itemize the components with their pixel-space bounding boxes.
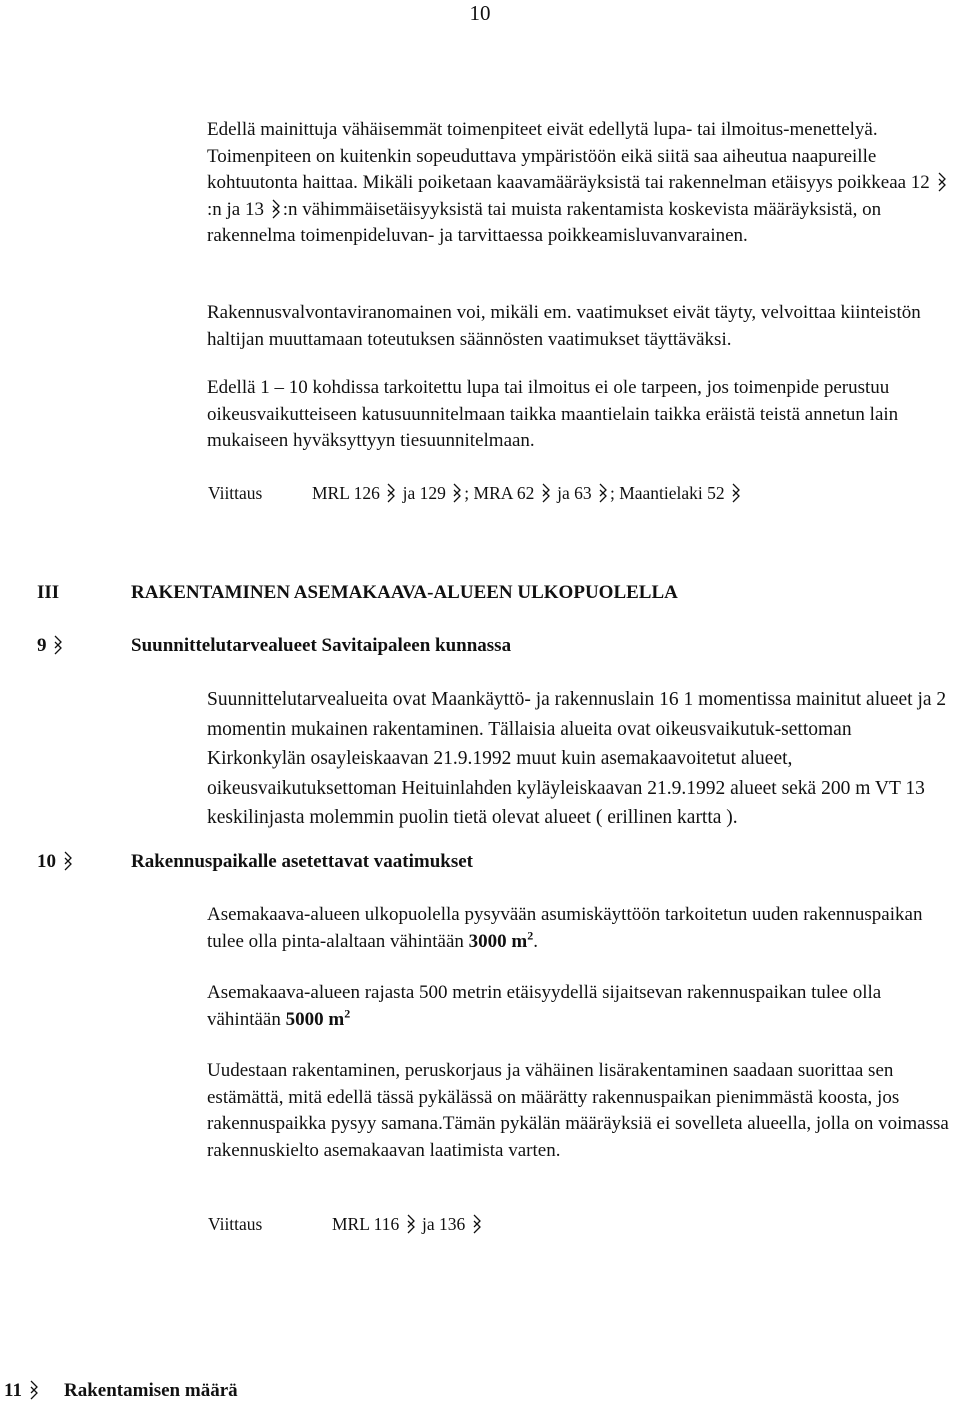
reference-text: ; MRA 62 xyxy=(464,483,535,503)
paragraph-rebuilding: Uudestaan rakentaminen, peruskorjaus ja vähäinen lisärakentaminen saadaan suorittaa sen estämättä, mitä edellä tässä pykälässä on määrätty rakennuspaikan pienimmästä koosta, jos rakennuspaikka pysyy samana.Tämän pykälän määräyksiä ei sovelleta alueella, jolla on voimassa rakennuskielto asemakaavan laatimista varten. xyxy=(207,1060,949,1161)
section-sign-icon xyxy=(729,483,743,503)
chapter-number: III xyxy=(37,582,60,603)
paragraph-authority: Rakennusvalvontaviranomainen voi, mikäli em. vaatimukset eivät täyty, velvoittaa kiinteistön haltijan muuttamaan toteutuksen säännösten vaatimukset täyttäväksi. xyxy=(207,302,921,350)
paragraph-min-area-near xyxy=(207,980,952,1033)
section-sign-icon xyxy=(61,851,75,871)
area-exponent: 2 xyxy=(527,928,534,943)
reference-text: MRL 126 xyxy=(312,483,380,503)
section-sign-icon xyxy=(269,199,283,219)
reference-items xyxy=(332,1213,484,1235)
paragraph-min-area xyxy=(207,902,952,955)
section-number xyxy=(37,850,75,874)
paragraph-text: . xyxy=(533,930,538,952)
area-value: 5000 m xyxy=(285,1008,345,1030)
section-sign-icon xyxy=(384,483,398,503)
section-sign-icon xyxy=(935,172,949,192)
section-sign-icon xyxy=(27,1380,41,1400)
section-sign-icon xyxy=(51,635,65,655)
section-sign-icon xyxy=(470,1214,484,1234)
paragraph-text: Asemakaava-alueen rajasta 500 metrin etäisyydellä sijaitsevan rakennuspaikan tulee olla vähintään xyxy=(207,982,882,1030)
section-number-text: 9 xyxy=(37,635,47,656)
reference-text: MRL 116 xyxy=(332,1214,400,1234)
section-title: Rakentamisen määrä xyxy=(64,1380,238,1401)
section-title: Suunnittelutarvealueet Savitaipaleen kunnassa xyxy=(131,635,512,656)
section-number xyxy=(37,634,65,658)
paragraph-text: :n ja 13 xyxy=(207,198,264,220)
section-number-text: 10 xyxy=(37,851,56,872)
page-number: 10 xyxy=(469,1,491,25)
reference-label: Viittaus xyxy=(208,483,263,503)
paragraph-text: Edellä mainittuja vähäisemmät toimenpiteet eivät edellytä lupa- tai ilmoitus-menettelyä. Toimenpiteen on kuitenkin sopeuduttava ympäristöön eikä siitä saa aiheutua naapureille kohtuutonta haittaa. Mikäli poiketaan kaavamääräyksistä tai rakennelman etäisyys poikkeaa 12 xyxy=(207,119,930,193)
paragraph-text: Asemakaava-alueen ulkopuolella pysyvään asumiskäyttöön tarkoitetun uuden rakennuspaikan tulee olla pinta-alaltaan vähintään xyxy=(207,904,923,952)
section-sign-icon xyxy=(539,483,553,503)
section-sign-icon xyxy=(450,483,464,503)
paragraph-minor-measures xyxy=(207,117,952,250)
reference-text: ja 129 xyxy=(402,483,446,503)
paragraph-exemption: Edellä 1 – 10 kohdissa tarkoitettu lupa tai ilmoitus ei ole tarpeen, jos toimenpide perustuu oikeusvaikutteiseen katusuunnitelmaan taikka maantielain taikka eräistä teistä annetun lain mukaiseen hyväksyttyyn tiesuunnitelmaan. xyxy=(207,377,899,451)
reference-text: ; Maantielaki 52 xyxy=(609,483,725,503)
section-sign-icon xyxy=(596,483,610,503)
section-number-text: 11 xyxy=(4,1380,22,1401)
paragraph-planning-areas: Suunnittelutarvealueita ovat Maankäyttö- ja rakennuslain 16 1 momentissa mainitut alueet ja 2 momentin mukainen rakentaminen. Tällaisia alueita ovat oikeusvaikutuk-settoman Kirkonkylän osayleiskaavan 21.9.1992 muut kuin asemakaavoitetut alueet, oikeusvaikutuksettoman Heituinlahden kyläyleiskaavan 21.9.1992 alueet sekä 200 m VT 13 keskilinjasta molemmin puolin tietä olevat alueet ( erillinen kartta ). xyxy=(207,689,947,828)
paragraph-text: :n vähimmäisetäisyyksistä tai muista rakentamista koskevista määräyksistä, on rakennelma toimenpideluvan- ja tarvittaessa poikkeamisluvanvarainen. xyxy=(207,198,882,246)
reference-line xyxy=(208,1213,262,1235)
reference-label: Viittaus xyxy=(208,1214,263,1234)
chapter-title: RAKENTAMINEN ASEMAKAAVA-ALUEEN ULKOPUOLELLA xyxy=(131,582,678,603)
area-exponent: 2 xyxy=(344,1006,351,1021)
reference-text: ja 136 xyxy=(422,1214,466,1234)
area-value: 3000 m xyxy=(468,930,528,952)
section-sign-icon xyxy=(404,1214,418,1234)
section-number xyxy=(4,1379,41,1403)
reference-text: ja 63 xyxy=(557,483,592,503)
reference-items xyxy=(312,482,743,504)
reference-line xyxy=(208,482,262,504)
section-title: Rakennuspaikalle asetettavat vaatimukset xyxy=(131,851,474,872)
